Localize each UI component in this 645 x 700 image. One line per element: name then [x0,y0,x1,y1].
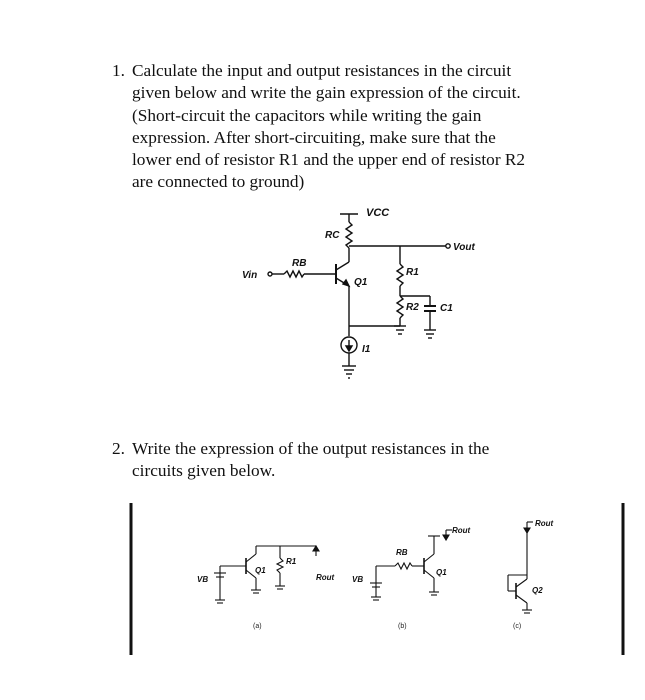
r2-label: R2 [406,302,419,313]
circuit-b-q1: Q1 [436,568,447,577]
rc-resistor [346,222,352,248]
circuit-a-q1: Q1 [255,566,266,575]
circuit-b [370,530,452,600]
circuit-b-caption: (b) [398,623,407,630]
question-2-line: circuits given below. [132,461,276,481]
c1-label: C1 [440,303,453,314]
circuit-a-r1: R1 [286,557,297,566]
r1-label: R1 [406,267,419,278]
question-1-line: given below and write the gain expression of the circuit. [132,83,521,103]
r1-resistor [397,264,403,286]
circuit-a-vb: VB [197,575,209,584]
question-2 [112,438,612,488]
question-1-number: 1. [112,61,125,80]
rc-label: RC [325,230,340,241]
circuit-a [214,546,319,603]
rb-label: RB [292,258,307,269]
question-1 [112,60,612,200]
circuit-a-caption: (a) [253,623,262,630]
circuit-b-rout: Rout [452,526,471,535]
question-2-line: Write the expression of the output resistances in the [132,439,490,458]
question-1-line: lower end of resistor R1 and the upper end of resistor R2 [132,150,526,170]
question-1-line: expression. After short-circuiting, make sure that the [132,127,496,147]
vout-label: Vout [453,242,475,253]
question-2-text [132,438,489,483]
question-2-number: 2. [112,439,125,458]
circuit-a-rout: Rout [316,573,335,582]
circuit-c-rout: Rout [535,519,554,528]
vcc-label: VCC [366,207,390,219]
circuit-1-wires [268,214,450,378]
question-1-text [132,60,525,194]
vin-label: Vin [242,270,258,281]
question-1-line: Calculate the input and output resistances in the circuit [132,61,512,80]
circuit-b-rb: RB [396,548,408,557]
rb-resistor [284,271,304,277]
circuit-b-vb: VB [352,575,364,584]
r2-resistor [397,296,403,318]
question-1-line: are connected to ground) [132,172,305,192]
question-1-line: (Short-circuit the capacitors while writing the gain [132,105,482,125]
circuit-c-q2: Q2 [532,586,543,595]
i1-label: I1 [362,344,371,355]
circuit-c [508,522,533,613]
circuit-c-caption: (c) [513,623,522,630]
q1-label: Q1 [354,277,368,288]
